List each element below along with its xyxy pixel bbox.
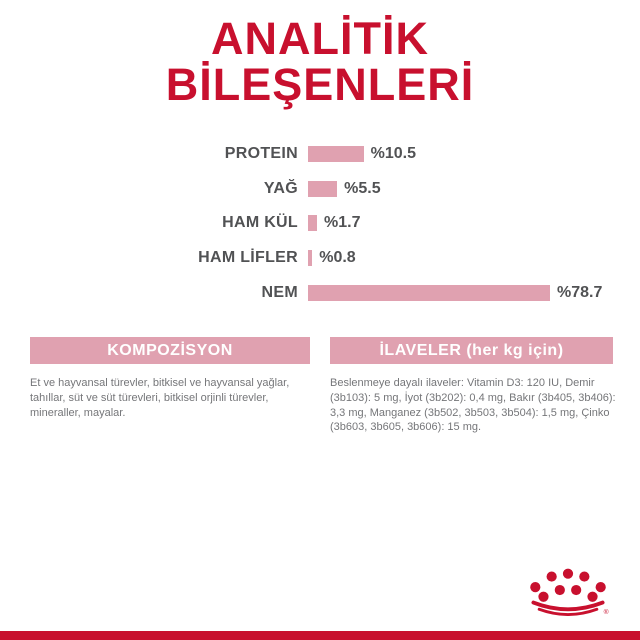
chart-value-label: %1.7	[324, 214, 361, 232]
chart-category-label: YAĞ	[263, 179, 298, 197]
chart-row	[20, 172, 620, 207]
chart-bar	[308, 215, 317, 231]
chart-row	[20, 275, 620, 310]
chart-value-label: %10.5	[370, 145, 417, 163]
section-header-ilaveler: İLAVELER (her kg için)	[330, 337, 613, 364]
chart-category-label: NEM	[261, 283, 298, 301]
chart-category-label: HAM LİFLER	[198, 249, 298, 267]
chart-value-label: %0.8	[319, 249, 356, 267]
kompozisyon-body: Et ve hayvansal türevler, bitkisel ve hayvansal yağlar, tahıllar, süt ve süt türevleri, bitkisel orjinli türevler, mineraller, mayalar.	[30, 377, 290, 419]
page-title	[0, 13, 640, 110]
chart-bar	[308, 146, 364, 162]
chart-row	[20, 137, 620, 172]
chart-bar	[308, 285, 550, 301]
footer-red-bar	[0, 631, 640, 640]
chart-category-label: HAM KÜL	[222, 214, 298, 232]
analytic-components-bar-chart	[20, 137, 620, 310]
chart-bar	[308, 181, 337, 197]
section-header-kompozisyon: KOMPOZİSYON	[30, 337, 310, 364]
chart-bar	[308, 250, 312, 266]
ilaveler-body: Beslenmeye dayalı ilaveler: Vitamin D3: 120 IU, Demir (3b103): 5 mg, İyot (3b202): 0,4 mg, Bakır (3b405, 3b406): 3,3 mg, Manganez (3b502, 3b503, 3b504): 1,5 mg, Çinko (3b603, 3b605, 3b606): 15 mg.	[330, 377, 616, 434]
chart-value-label: %5.5	[344, 179, 381, 197]
chart-category-label: PROTEIN	[224, 145, 298, 163]
chart-value-label: %78.7	[557, 283, 603, 301]
chart-row	[20, 241, 620, 276]
chart-row	[20, 206, 620, 241]
page-title-line-1: ANALİTİK	[211, 13, 429, 64]
royal-canin-crown-icon	[526, 566, 610, 616]
registered-mark: ®	[603, 609, 609, 616]
page-title-line-2: BİLEŞENLERİ	[165, 59, 475, 110]
